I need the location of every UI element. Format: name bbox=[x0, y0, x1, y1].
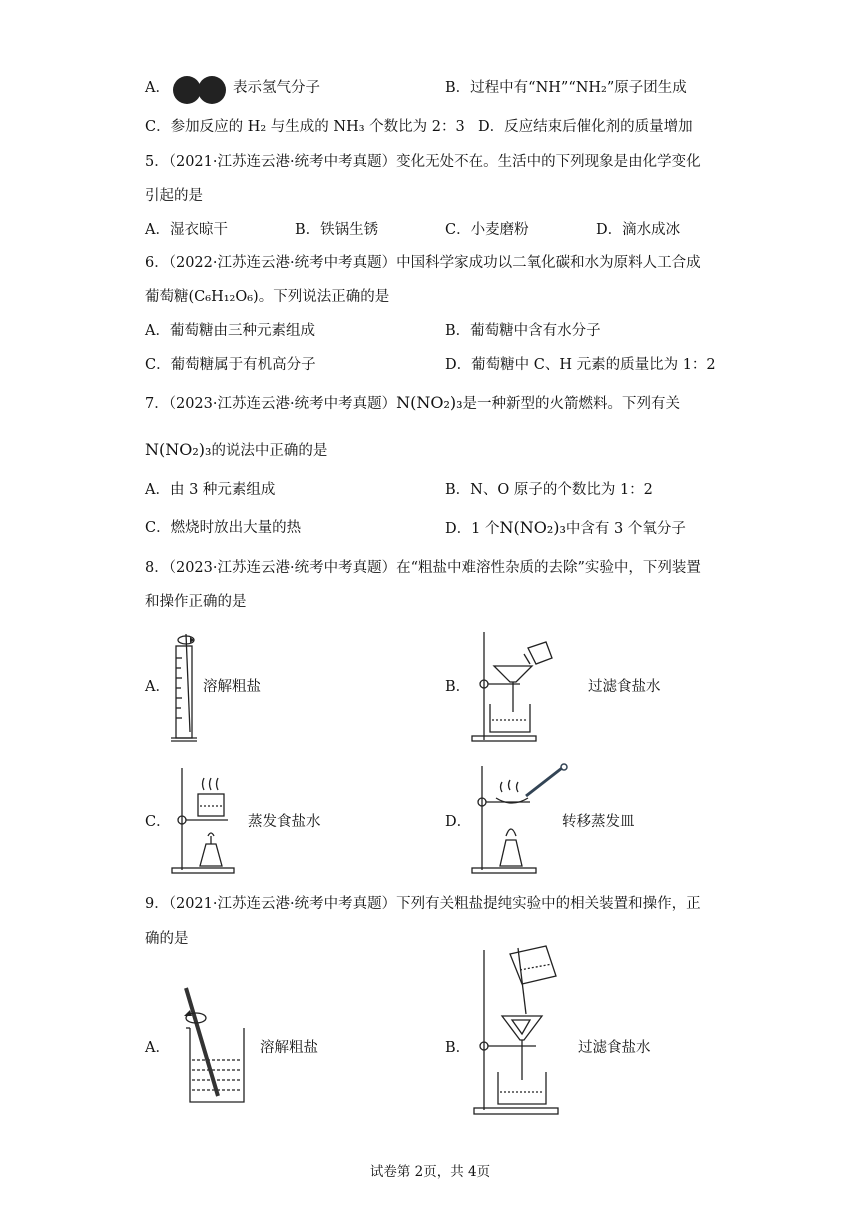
q8-option-d-letter: D． bbox=[445, 814, 472, 830]
q7-option-c: C．燃烧时放出大量的热 bbox=[145, 520, 302, 536]
q4-option-a-text: 表示氢气分子 bbox=[233, 80, 320, 96]
q6-option-a: A．葡萄糖由三种元素组成 bbox=[145, 323, 315, 339]
q7-stem-line1: 7．（2023·江苏连云港·统考中考真题）N(NO₂)₃是一种新型的火箭燃料。下列有关 bbox=[145, 393, 681, 412]
hydrogen-molecule-icon bbox=[171, 74, 231, 106]
q5-option-d: D．滴水成冰 bbox=[596, 222, 681, 238]
q6-option-c: C．葡萄糖属于有机高分子 bbox=[145, 357, 316, 373]
q6-stem-line1: 6．（2022·江苏连云港·统考中考真题）中国科学家成功以二氧化碳和水为原料人工合成 bbox=[145, 255, 701, 271]
q5-option-a: A．湿衣晾干 bbox=[145, 222, 228, 238]
filtration-apparatus-figure bbox=[470, 628, 560, 744]
q5-stem-line1: 5．（2021·江苏连云港·统考中考真题）变化无处不在。生活中的下列现象是由化学变化 bbox=[145, 154, 701, 170]
q7-formula-3: N(NO₂)₃ bbox=[499, 518, 566, 537]
graduated-cylinder-stirring-figure bbox=[168, 628, 208, 746]
q8-option-b-letter: B． bbox=[445, 679, 471, 695]
q4-option-c: C．参加反应的 H₂ 与生成的 NH₃ 个数比为 2：3 bbox=[145, 119, 465, 135]
q8-option-a-label: 溶解粗盐 bbox=[203, 679, 261, 695]
q7-option-d: D．1 个N(NO₂)₃中含有 3 个氧分子 bbox=[445, 518, 686, 537]
q6-option-b: B．葡萄糖中含有水分子 bbox=[445, 323, 601, 339]
q9-stem-line2: 确的是 bbox=[145, 931, 189, 947]
q8-option-a-letter: A． bbox=[145, 679, 170, 695]
q9-stem-line1: 9．（2021·江苏连云港·统考中考真题）下列有关粗盐提纯实验中的相关装置和操作，正 bbox=[145, 896, 701, 912]
q4-option-b: B．过程中有“NH”“NH₂”原子团生成 bbox=[445, 80, 687, 96]
q7-formula-2: N(NO₂)₃ bbox=[145, 440, 212, 459]
filtration-apparatus-figure-2 bbox=[472, 944, 572, 1120]
q7-stem-line2: N(NO₂)₃的说法中正确的是 bbox=[145, 440, 328, 459]
q8-stem-line1: 8．（2023·江苏连云港·统考中考真题）在“粗盐中难溶性杂质的去除”实验中，下列装置 bbox=[145, 560, 701, 576]
q4-option-a: A． bbox=[145, 80, 170, 96]
q6-option-d: D．葡萄糖中 C、H 元素的质量比为 1：2 bbox=[445, 357, 716, 373]
q5-option-b: B．铁锅生锈 bbox=[295, 222, 379, 238]
q8-stem-line2: 和操作正确的是 bbox=[145, 594, 247, 610]
q9-option-b-letter: B． bbox=[445, 1040, 471, 1056]
q5-option-c: C．小麦磨粉 bbox=[445, 222, 529, 238]
q7-formula: N(NO₂)₃ bbox=[396, 393, 463, 412]
q8-option-d-label: 转移蒸发皿 bbox=[562, 814, 635, 830]
beaker-stirring-figure bbox=[180, 984, 260, 1108]
q7-option-b: B．N、O 原子的个数比为 1：2 bbox=[445, 482, 653, 498]
page-footer: 试卷第 2页，共 4页 bbox=[369, 1164, 491, 1180]
q9-option-a-label: 溶解粗盐 bbox=[260, 1040, 318, 1056]
q8-option-b-label: 过滤食盐水 bbox=[588, 679, 661, 695]
q9-option-b-label: 过滤食盐水 bbox=[578, 1040, 651, 1056]
evaporation-beaker-figure bbox=[170, 764, 250, 876]
q8-option-c-label: 蒸发食盐水 bbox=[248, 814, 321, 830]
q6-stem-line2: 葡萄糖(C₆H₁₂O₆)。下列说法正确的是 bbox=[145, 289, 390, 305]
q8-option-c-letter: C． bbox=[145, 814, 171, 830]
q9-option-a-letter: A． bbox=[145, 1040, 170, 1056]
q4-option-d: D．反应结束后催化剂的质量增加 bbox=[478, 119, 693, 135]
q5-stem-line2: 引起的是 bbox=[145, 188, 203, 204]
q7-option-a: A．由 3 种元素组成 bbox=[145, 482, 276, 498]
